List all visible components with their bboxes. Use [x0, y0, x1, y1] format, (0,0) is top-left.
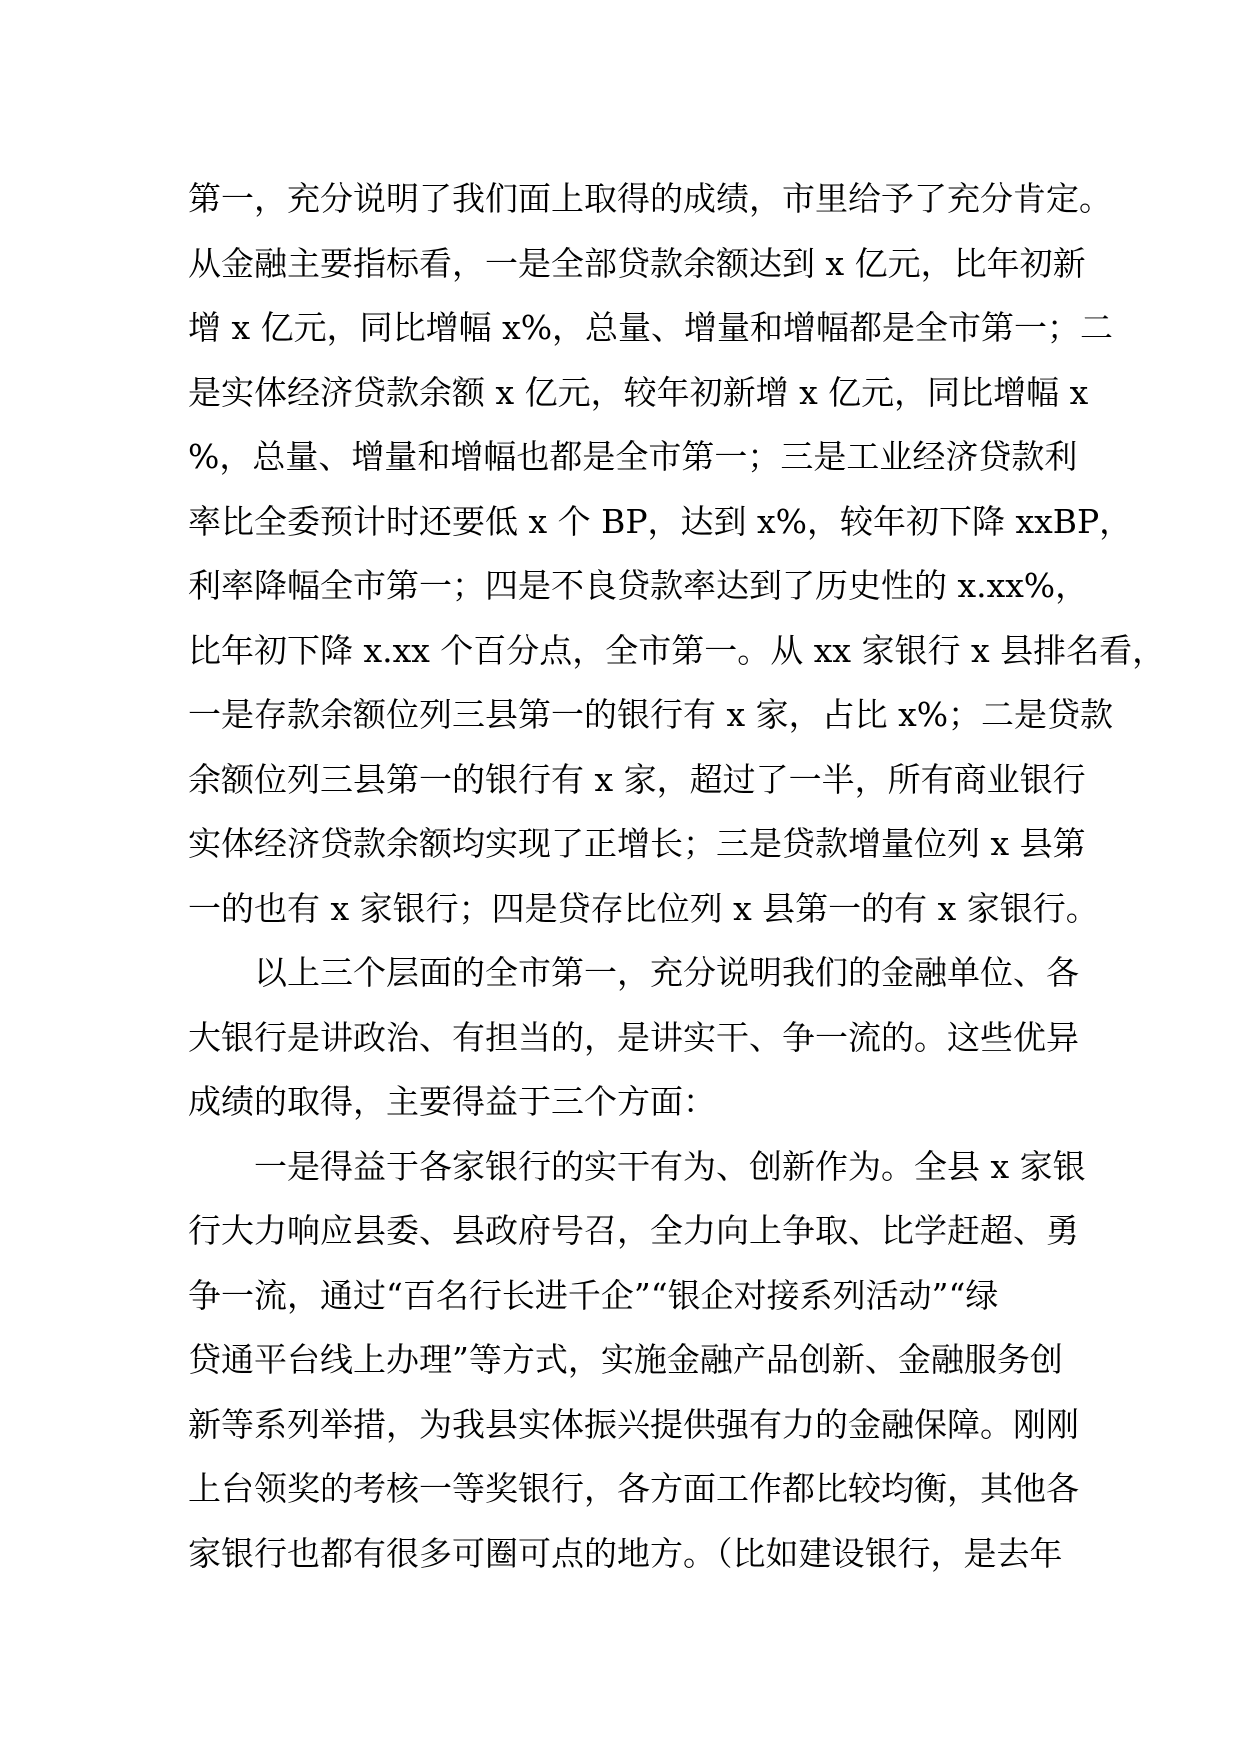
text-line: 余额位列三县第一的银行有 x 家，超过了一半，所有商业银行 — [188, 759, 1086, 799]
text-line: 增 x 亿元，同比增幅 x%，总量、增量和增幅都是全市第一；二 — [188, 308, 1114, 347]
text-line: 新等系列举措，为我县实体振兴提供强有力的金融保障。刚刚 — [188, 1404, 1079, 1444]
text-line: 家银行也都有很多可圈可点的地方。（比如建设银行，是去年 — [188, 1533, 1063, 1573]
paragraph-start-line: 一是得益于各家银行的实干有为、创新作为。全县 x 家银 — [254, 1146, 1086, 1186]
text-line: 率比全委预计时还要低 x 个 BP，达到 x%，较年初下降 xxBP， — [188, 501, 1133, 541]
text-line: %，总量、增量和增幅也都是全市第一；三是工业经济贷款利 — [188, 437, 1078, 476]
text-line: 上台领奖的考核一等奖银行，各方面工作都比较均衡，其他各 — [188, 1469, 1079, 1508]
body-text — [188, 167, 1166, 1586]
text-line: 贷通平台线上办理”等方式，实施金融产品创新、金融服务创 — [188, 1340, 1063, 1379]
text-line: 行大力响应县委、县政府号召，全力向上争取、比学赶超、勇 — [188, 1211, 1079, 1250]
text-line: 从金融主要指标看，一是全部贷款余额达到 x 亿元，比年初新 — [188, 243, 1086, 283]
text-line: 利率降幅全市第一；四是不良贷款率达到了历史性的 x.xx%， — [188, 566, 1089, 605]
text-line: 比年初下降 x.xx 个百分点，全市第一。从 xx 家银行 x 县排名看， — [188, 630, 1166, 670]
text-line: 第一，充分说明了我们面上取得的成绩，市里给予了充分肯定。 — [188, 179, 1112, 218]
text-line: 实体经济贷款余额均实现了正增长；三是贷款增量位列 x 县第 — [188, 824, 1086, 863]
paragraph-start-line: 以上三个层面的全市第一，充分说明我们的金融单位、各 — [254, 953, 1079, 992]
text-line: 大银行是讲政治、有担当的，是讲实干、争一流的。这些优异 — [188, 1017, 1079, 1057]
text-line: 争一流，通过“百名行长进千企”“银企对接系列活动”“绿 — [188, 1275, 999, 1315]
text-line: 一是存款余额位列三县第一的银行有 x 家，占比 x%；二是贷款 — [188, 695, 1114, 734]
text-line: 是实体经济贷款余额 x 亿元，较年初新增 x 亿元，同比增幅 x — [188, 372, 1089, 412]
text-line: 一的也有 x 家银行；四是贷存比位列 x 县第一的有 x 家银行。 — [188, 888, 1099, 928]
text-line: 成绩的取得，主要得益于三个方面： — [188, 1082, 716, 1121]
